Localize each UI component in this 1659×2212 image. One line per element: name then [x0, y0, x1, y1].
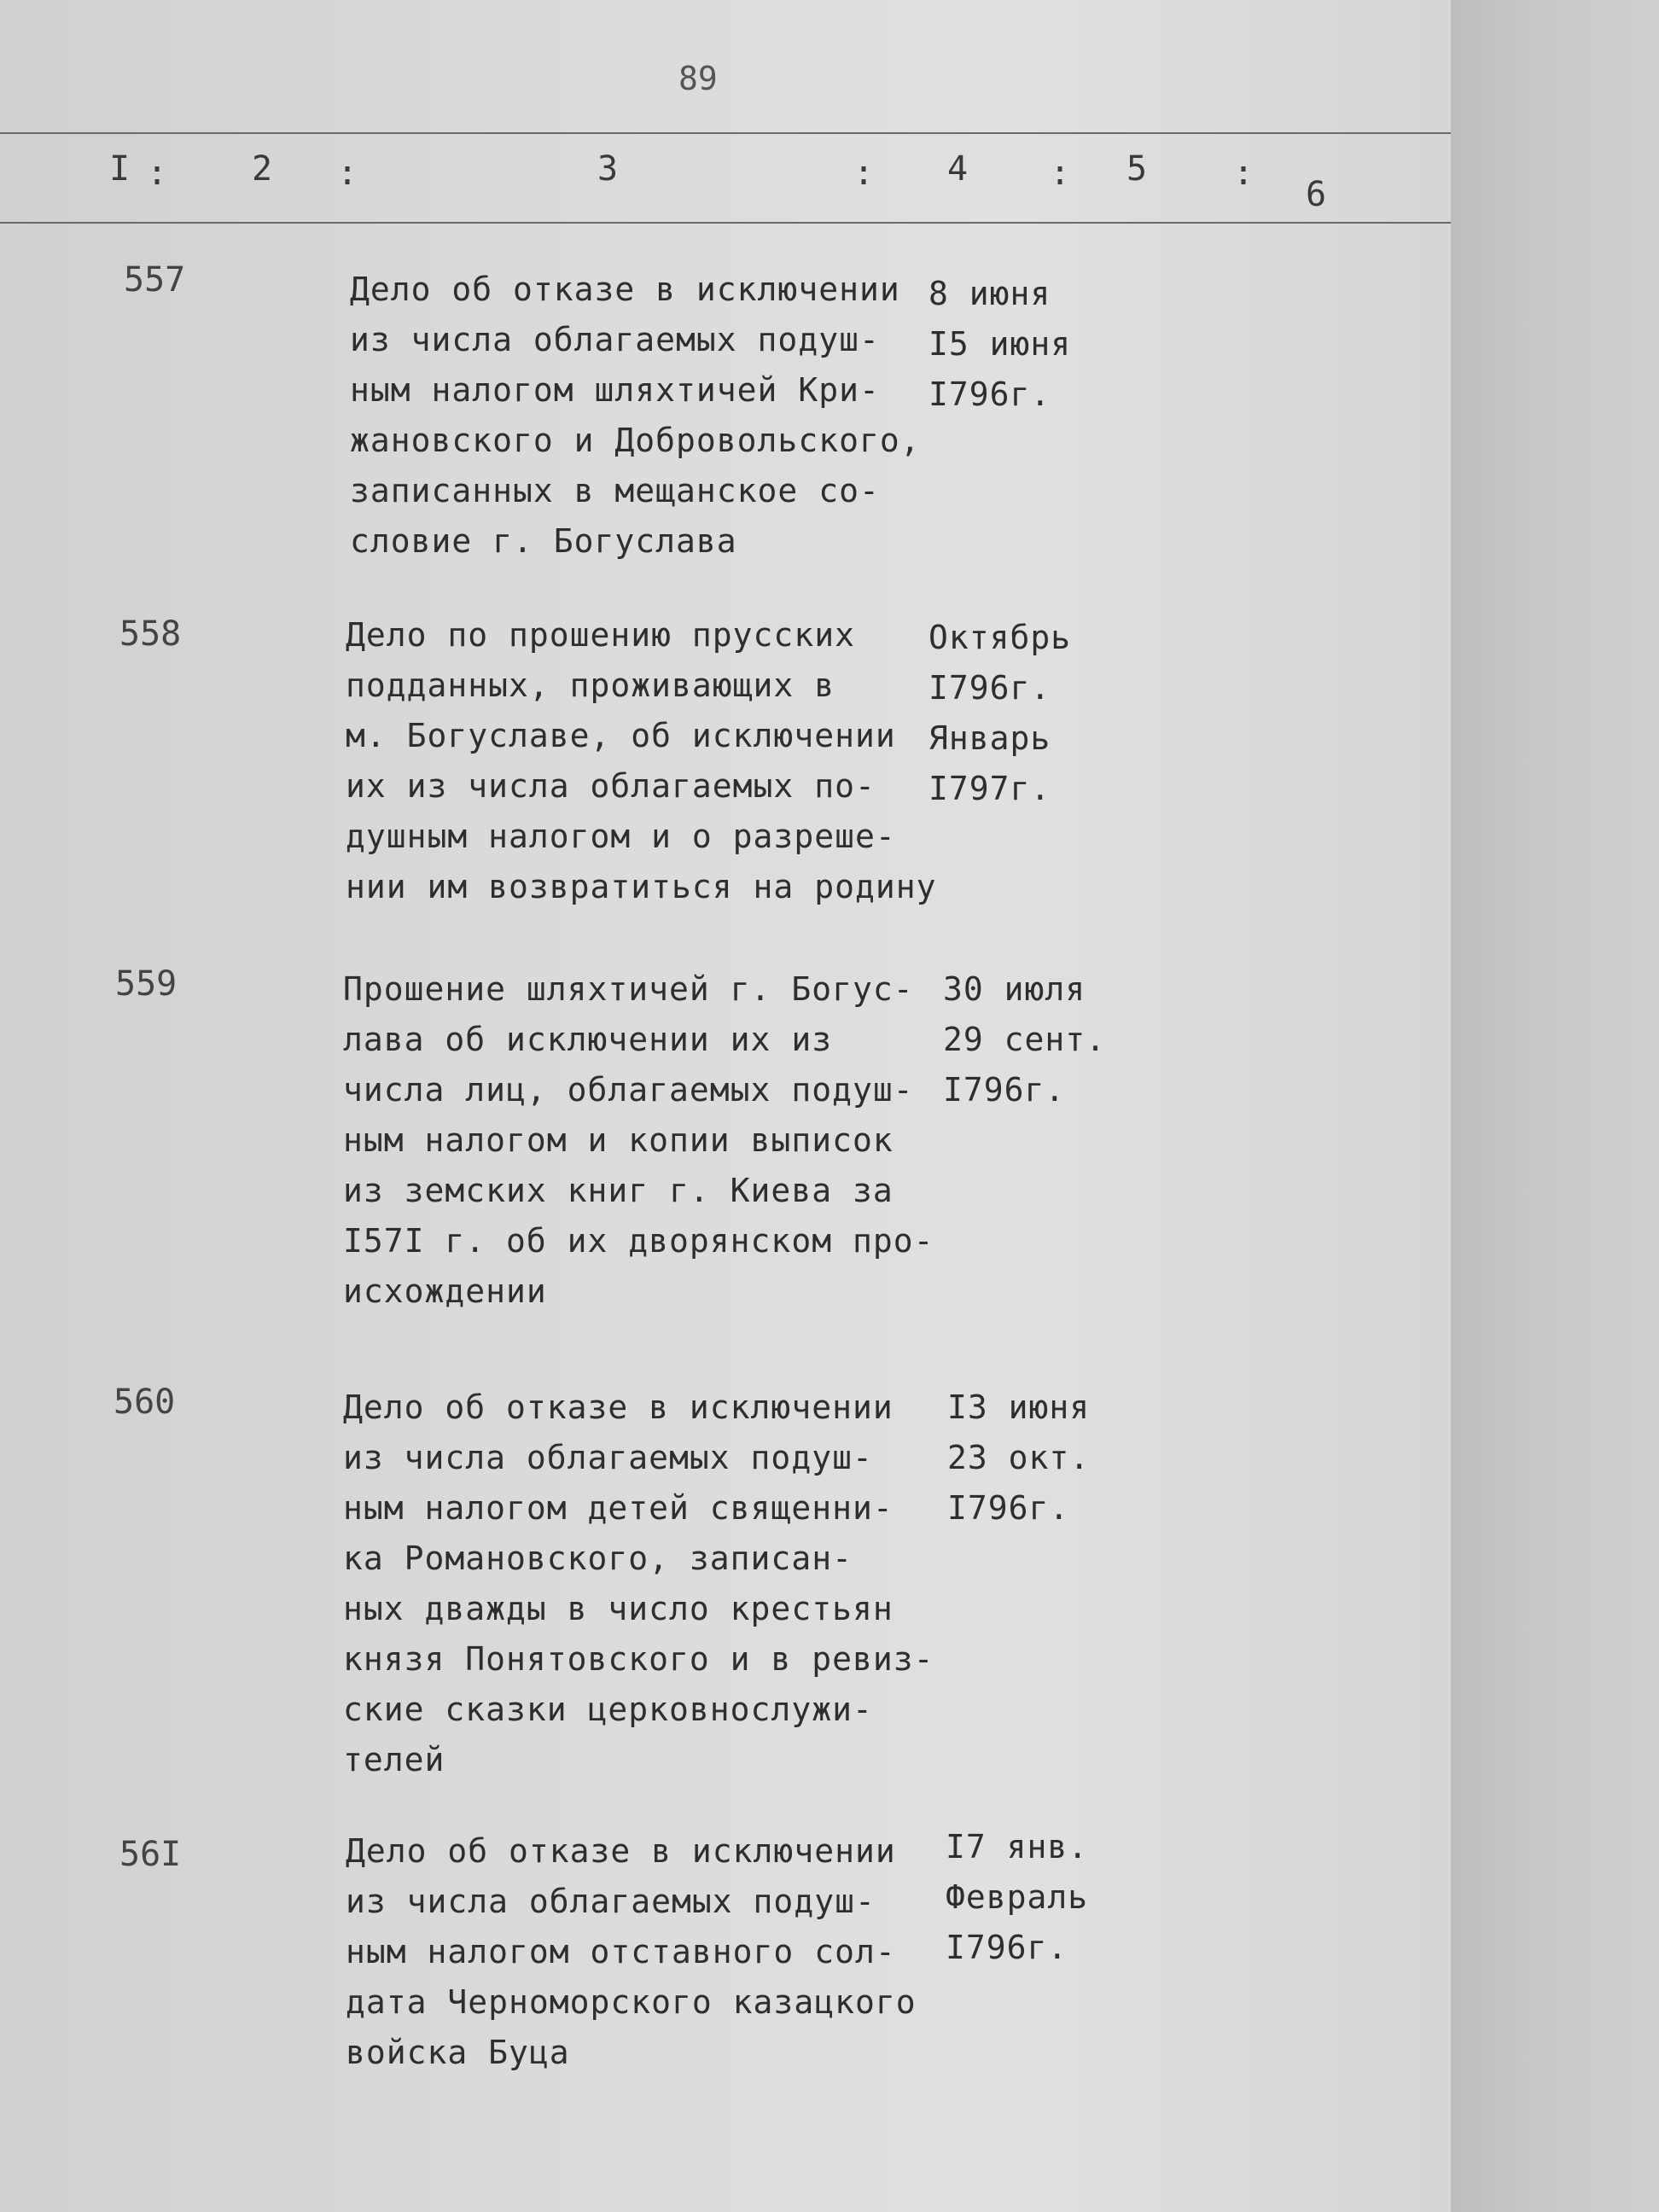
entry-date-line: I796г. [943, 1071, 1066, 1109]
entry-text-line: ские сказки церковнослужи- [343, 1691, 873, 1728]
entry-number: 558 [119, 614, 182, 654]
entry-date-line: I797г. [928, 770, 1051, 807]
entry-date-line: I796г. [928, 375, 1051, 413]
entry-text-line: Дело по прошению прусских [346, 616, 855, 654]
entry-text-line: ных дважды в число крестьян [343, 1590, 894, 1627]
entry-text-line: ка Романовского, записан- [343, 1540, 853, 1577]
column-header-3: 3 [597, 149, 619, 189]
header-rule-bottom [0, 222, 1451, 224]
column-header-4: 4 [947, 149, 969, 189]
entry-dates [943, 964, 1106, 1115]
entry-text-line: из земских книг г. Киева за [343, 1172, 894, 1209]
entry-text-line: Дело об отказе в исключении [343, 1388, 894, 1426]
entry-text-line: телей [343, 1741, 445, 1778]
entry-text-line: из числа облагаемых подуш- [343, 1439, 873, 1476]
entry-text-line: душным налогом и о разреше- [346, 818, 896, 855]
entry-text-line: подданных, проживающих в [346, 667, 835, 704]
entry-text-line: ным налогом детей священни- [343, 1489, 894, 1527]
entry-text-line: I57I г. об их дворянском про- [343, 1222, 934, 1260]
column-separator: : [337, 154, 358, 193]
column-separator: : [147, 154, 168, 193]
entry-description [343, 1382, 934, 1785]
entry-text-line: м. Богуславе, об исключении [346, 717, 896, 754]
entry-description [346, 1826, 917, 2078]
page-edge [1451, 0, 1659, 2212]
entry-text-line: князя Понятовского и в ревиз- [343, 1640, 934, 1678]
entry-text-line: записанных в мещанское со- [350, 472, 880, 509]
entry-text-line: из числа облагаемых подуш- [346, 1883, 876, 1920]
column-separator: : [853, 154, 875, 193]
column-header-2: 2 [252, 149, 273, 189]
page-number: 89 [678, 60, 718, 97]
column-separator: : [1050, 154, 1071, 193]
entry-date-line: Октябрь [928, 619, 1072, 656]
entry-number: 559 [115, 964, 178, 1004]
entry-text-line: жановского и Добровольского, [350, 422, 921, 459]
entry-text-line: ным налогом и копии выписок [343, 1121, 894, 1159]
entry-date-line: 29 сент. [943, 1021, 1107, 1058]
entry-number: 56I [119, 1835, 182, 1874]
entry-text-line: Прошение шляхтичей г. Богус- [343, 970, 914, 1008]
entry-text-line: дата Черноморского казацкого [346, 1983, 917, 2021]
column-header-6: 6 [1306, 175, 1327, 214]
header-rule-top [0, 132, 1451, 134]
entry-date-line: I7 янв. [946, 1828, 1089, 1866]
entry-date-line: 8 июня [928, 275, 1051, 312]
entry-date-line: I5 июня [928, 325, 1072, 363]
entry-description [343, 964, 934, 1317]
entry-text-line: их из числа облагаемых по- [346, 767, 876, 805]
entry-text-line: ным налогом отставного сол- [346, 1933, 896, 1970]
entry-text-line: из числа облагаемых подуш- [350, 321, 880, 358]
entry-date-line: I796г. [947, 1489, 1070, 1527]
column-header-5: 5 [1126, 149, 1148, 189]
entry-date-line: 23 окт. [947, 1439, 1091, 1476]
entry-text-line: исхождении [343, 1272, 547, 1310]
entry-dates [946, 1822, 1088, 1973]
entry-date-line: 30 июля [943, 970, 1086, 1008]
column-header-1: I [109, 149, 131, 189]
entry-date-line: I796г. [928, 669, 1051, 707]
entry-number: 557 [124, 260, 186, 300]
entry-dates [928, 613, 1071, 814]
entry-dates [928, 269, 1071, 420]
entry-text-line: ным налогом шляхтичей Кри- [350, 371, 880, 409]
entry-date-line: I3 июня [947, 1388, 1091, 1426]
entry-text-line: войска Буца [346, 2034, 570, 2071]
entry-date-line: Февраль [946, 1878, 1089, 1916]
entry-description [350, 265, 921, 567]
entry-text-line: нии им возвратиться на родину [346, 868, 937, 905]
entry-text-line: словие г. Богуслава [350, 522, 737, 560]
entry-dates [947, 1382, 1090, 1534]
entry-text-line: числа лиц, облагаемых подуш- [343, 1071, 914, 1109]
entry-date-line: I796г. [946, 1929, 1068, 1966]
entry-text-line: лава об исключении их из [343, 1021, 833, 1058]
entry-number: 560 [114, 1382, 176, 1422]
entry-text-line: Дело об отказе в исключении [346, 1832, 896, 1870]
entry-text-line: Дело об отказе в исключении [350, 271, 900, 308]
column-separator: : [1233, 154, 1254, 193]
entry-description [346, 610, 936, 912]
entry-date-line: Январь [928, 719, 1051, 757]
